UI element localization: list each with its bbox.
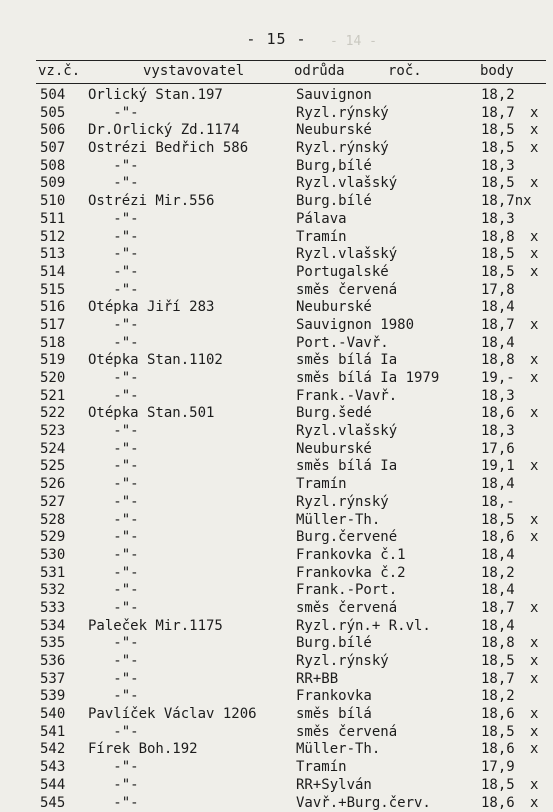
exhibitor-name: -"- bbox=[88, 529, 139, 547]
exhibitor-name: -"- bbox=[88, 512, 139, 530]
table-row bbox=[0, 299, 553, 317]
points-value: 19,1 bbox=[481, 458, 515, 476]
exhibitor-name: -"- bbox=[88, 317, 139, 335]
exhibitor-name: -"- bbox=[88, 600, 139, 618]
points-value: 18,7 bbox=[481, 317, 515, 335]
points-value: 17,9 bbox=[481, 759, 515, 777]
exhibitor-name: -"- bbox=[88, 158, 139, 176]
entry-number: 504 bbox=[40, 87, 65, 105]
wine-variety: RR+Sylván bbox=[296, 777, 372, 795]
entry-number: 505 bbox=[40, 105, 65, 123]
entry-number: 514 bbox=[40, 264, 65, 282]
entry-number: 530 bbox=[40, 547, 65, 565]
table-row bbox=[0, 122, 553, 140]
wine-variety: směs červená bbox=[296, 724, 397, 742]
wine-variety: Ryzl.rýnský bbox=[296, 105, 389, 123]
wine-variety: Ryzl.rýnský bbox=[296, 653, 389, 671]
award-mark: x bbox=[530, 512, 538, 530]
wine-variety: Tramín bbox=[296, 476, 347, 494]
entry-number: 531 bbox=[40, 565, 65, 583]
points-value: 18,4 bbox=[481, 335, 515, 353]
table-row bbox=[0, 388, 553, 406]
award-mark: x bbox=[530, 229, 538, 247]
exhibitor-name: -"- bbox=[88, 547, 139, 565]
wine-variety: Portugalské bbox=[296, 264, 389, 282]
points-value: 18,5 bbox=[481, 264, 515, 282]
wine-variety: směs červená bbox=[296, 282, 397, 300]
wine-variety: Neuburské bbox=[296, 299, 372, 317]
points-value: 18,5 bbox=[481, 724, 515, 742]
points-value: 18,2 bbox=[481, 87, 515, 105]
table-row bbox=[0, 264, 553, 282]
points-value: 17,6 bbox=[481, 441, 515, 459]
exhibitor-name: -"- bbox=[88, 229, 139, 247]
award-mark: x bbox=[530, 600, 538, 618]
points-value: 18,4 bbox=[481, 547, 515, 565]
entry-number: 517 bbox=[40, 317, 65, 335]
entry-number: 520 bbox=[40, 370, 65, 388]
entry-number: 512 bbox=[40, 229, 65, 247]
exhibitor-name: Otépka Stan.501 bbox=[88, 405, 214, 423]
table-header bbox=[36, 63, 546, 81]
award-mark: x bbox=[530, 140, 538, 158]
entry-number: 539 bbox=[40, 688, 65, 706]
table-row bbox=[0, 87, 553, 105]
entry-number: 532 bbox=[40, 582, 65, 600]
wine-variety: Tramín bbox=[296, 229, 347, 247]
wine-variety: Burg.šedé bbox=[296, 405, 372, 423]
table-row bbox=[0, 441, 553, 459]
entry-number: 518 bbox=[40, 335, 65, 353]
wine-variety: Burg,bílé bbox=[296, 158, 372, 176]
entry-number: 526 bbox=[40, 476, 65, 494]
points-value: 18,8 bbox=[481, 635, 515, 653]
award-mark: x bbox=[530, 653, 538, 671]
entry-number: 527 bbox=[40, 494, 65, 512]
points-value: 18,3 bbox=[481, 211, 515, 229]
wine-variety: Sauvignon 1980 bbox=[296, 317, 414, 335]
exhibitor-name: Pavlíček Václav 1206 bbox=[88, 706, 257, 724]
award-mark: x bbox=[530, 724, 538, 742]
exhibitor-name: -"- bbox=[88, 582, 139, 600]
points-value: 17,8 bbox=[481, 282, 515, 300]
points-value: 18,5 bbox=[481, 122, 515, 140]
entry-number: 533 bbox=[40, 600, 65, 618]
table-row bbox=[0, 352, 553, 370]
award-mark: x bbox=[530, 105, 538, 123]
points-value: 18,4 bbox=[481, 618, 515, 636]
entry-number: 507 bbox=[40, 140, 65, 158]
wine-variety: Frank.-Vavř. bbox=[296, 388, 397, 406]
exhibitor-name: Otépka Jiří 283 bbox=[88, 299, 214, 317]
points-value: 18,6 bbox=[481, 795, 515, 812]
table-row bbox=[0, 529, 553, 547]
exhibitor-name: -"- bbox=[88, 724, 139, 742]
entry-number: 515 bbox=[40, 282, 65, 300]
table-row bbox=[0, 547, 553, 565]
entry-number: 524 bbox=[40, 441, 65, 459]
entry-number: 510 bbox=[40, 193, 65, 211]
entry-list bbox=[0, 87, 553, 812]
header-bottom-rule bbox=[36, 83, 546, 84]
award-mark: x bbox=[530, 458, 538, 476]
entry-number: 534 bbox=[40, 618, 65, 636]
exhibitor-name: -"- bbox=[88, 175, 139, 193]
exhibitor-name: -"- bbox=[88, 777, 139, 795]
wine-variety: Sauvignon bbox=[296, 87, 372, 105]
header-col-exhibitor: vystavovatel bbox=[143, 63, 244, 79]
wine-variety: Frankovka bbox=[296, 688, 372, 706]
wine-variety: Ryzl.vlašský bbox=[296, 246, 397, 264]
table-row bbox=[0, 653, 553, 671]
table-row bbox=[0, 618, 553, 636]
award-mark: x bbox=[530, 529, 538, 547]
entry-number: 509 bbox=[40, 175, 65, 193]
exhibitor-name: Orlický Stan.197 bbox=[88, 87, 223, 105]
exhibitor-name: -"- bbox=[88, 246, 139, 264]
header-col-year: roč. bbox=[388, 63, 422, 79]
entry-number: 543 bbox=[40, 759, 65, 777]
points-value: 18,5 bbox=[481, 140, 515, 158]
points-value: 18,4 bbox=[481, 476, 515, 494]
table-row bbox=[0, 741, 553, 759]
wine-variety: Ryzl.vlašský bbox=[296, 423, 397, 441]
award-mark: x bbox=[530, 370, 538, 388]
table-row bbox=[0, 423, 553, 441]
entry-number: 522 bbox=[40, 405, 65, 423]
exhibitor-name: -"- bbox=[88, 688, 139, 706]
table-row bbox=[0, 175, 553, 193]
entry-number: 540 bbox=[40, 706, 65, 724]
page-number: - 15 - bbox=[0, 30, 553, 48]
entry-number: 513 bbox=[40, 246, 65, 264]
exhibitor-name: Fírek Boh.192 bbox=[88, 741, 198, 759]
entry-number: 511 bbox=[40, 211, 65, 229]
entry-number: 535 bbox=[40, 635, 65, 653]
table-row bbox=[0, 671, 553, 689]
award-mark: x bbox=[530, 671, 538, 689]
table-row bbox=[0, 635, 553, 653]
wine-variety: Ryzl.vlašský bbox=[296, 175, 397, 193]
points-value: 19,- bbox=[481, 370, 515, 388]
exhibitor-name: -"- bbox=[88, 370, 139, 388]
table-row bbox=[0, 777, 553, 795]
exhibitor-name: -"- bbox=[88, 211, 139, 229]
exhibitor-name: -"- bbox=[88, 671, 139, 689]
table-row bbox=[0, 211, 553, 229]
exhibitor-name: Ostrézi Mir.556 bbox=[88, 193, 214, 211]
points-value: 18,4 bbox=[481, 299, 515, 317]
table-row bbox=[0, 582, 553, 600]
entry-number: 519 bbox=[40, 352, 65, 370]
wine-variety: Vavř.+Burg.červ. bbox=[296, 795, 431, 812]
exhibitor-name: -"- bbox=[88, 335, 139, 353]
exhibitor-name: -"- bbox=[88, 653, 139, 671]
exhibitor-name: -"- bbox=[88, 388, 139, 406]
points-value: 18,3 bbox=[481, 158, 515, 176]
header-col-variety: odrůda bbox=[294, 63, 345, 79]
award-mark: x bbox=[530, 741, 538, 759]
entry-number: 521 bbox=[40, 388, 65, 406]
exhibitor-name: -"- bbox=[88, 282, 139, 300]
exhibitor-name: -"- bbox=[88, 476, 139, 494]
table-row bbox=[0, 158, 553, 176]
entry-number: 516 bbox=[40, 299, 65, 317]
wine-variety: Burg.červené bbox=[296, 529, 397, 547]
award-mark: x bbox=[530, 264, 538, 282]
entry-number: 545 bbox=[40, 795, 65, 812]
points-value: 18,- bbox=[481, 494, 515, 512]
points-value: 18,4 bbox=[481, 582, 515, 600]
award-mark: x bbox=[530, 635, 538, 653]
award-mark: x bbox=[530, 122, 538, 140]
wine-variety: Ryzl.rýnský bbox=[296, 140, 389, 158]
header-top-rule bbox=[36, 60, 546, 61]
wine-variety: Neuburské bbox=[296, 441, 372, 459]
table-row bbox=[0, 724, 553, 742]
table-row bbox=[0, 512, 553, 530]
points-value: 18,6 bbox=[481, 741, 515, 759]
wine-variety: směs bílá Ia bbox=[296, 458, 397, 476]
table-row bbox=[0, 140, 553, 158]
table-row bbox=[0, 335, 553, 353]
entry-number: 525 bbox=[40, 458, 65, 476]
wine-variety: RR+BB bbox=[296, 671, 338, 689]
points-value: 18,2 bbox=[481, 565, 515, 583]
entry-number: 508 bbox=[40, 158, 65, 176]
table-row bbox=[0, 458, 553, 476]
exhibitor-name: -"- bbox=[88, 441, 139, 459]
exhibitor-name: -"- bbox=[88, 423, 139, 441]
table-row bbox=[0, 759, 553, 777]
points-value: 18,5 bbox=[481, 777, 515, 795]
exhibitor-name: -"- bbox=[88, 494, 139, 512]
wine-variety: Frank.-Port. bbox=[296, 582, 397, 600]
wine-variety: Ryzl.rýn.+ R.vl. bbox=[296, 618, 431, 636]
wine-variety: Neuburské bbox=[296, 122, 372, 140]
exhibitor-name: -"- bbox=[88, 635, 139, 653]
award-mark: x bbox=[530, 706, 538, 724]
wine-variety: Burg.bílé bbox=[296, 635, 372, 653]
exhibitor-name: -"- bbox=[88, 795, 139, 812]
wine-variety: Pálava bbox=[296, 211, 347, 229]
exhibitor-name: Ostrézi Bedřich 586 bbox=[88, 140, 248, 158]
table-row bbox=[0, 105, 553, 123]
entry-number: 523 bbox=[40, 423, 65, 441]
exhibitor-name: Dr.Orlický Zd.1174 bbox=[88, 122, 240, 140]
points-value: 18,6 bbox=[481, 706, 515, 724]
wine-variety: Ryzl.rýnský bbox=[296, 494, 389, 512]
table-row bbox=[0, 317, 553, 335]
wine-variety: směs bílá Ia bbox=[296, 352, 397, 370]
exhibitor-name: -"- bbox=[88, 264, 139, 282]
exhibitor-name: -"- bbox=[88, 565, 139, 583]
award-mark: x bbox=[530, 317, 538, 335]
points-value: 18,5 bbox=[481, 246, 515, 264]
entry-number: 541 bbox=[40, 724, 65, 742]
table-row bbox=[0, 706, 553, 724]
table-row bbox=[0, 600, 553, 618]
award-mark: x bbox=[530, 246, 538, 264]
wine-variety: směs červená bbox=[296, 600, 397, 618]
points-value: 18,7 bbox=[481, 600, 515, 618]
wine-variety: Müller-Th. bbox=[296, 512, 380, 530]
entry-number: 537 bbox=[40, 671, 65, 689]
entry-number: 542 bbox=[40, 741, 65, 759]
points-value: 18,7 bbox=[481, 105, 515, 123]
points-value: 18,5 bbox=[481, 175, 515, 193]
table-row bbox=[0, 229, 553, 247]
entry-number: 528 bbox=[40, 512, 65, 530]
table-row bbox=[0, 405, 553, 423]
entry-number: 536 bbox=[40, 653, 65, 671]
table-row bbox=[0, 193, 553, 211]
award-mark: x bbox=[530, 795, 538, 812]
award-mark: x bbox=[530, 405, 538, 423]
wine-variety: směs bílá bbox=[296, 706, 372, 724]
table-row bbox=[0, 688, 553, 706]
show-through-page-number: - 14 - bbox=[330, 34, 377, 49]
wine-variety: Frankovka č.1 bbox=[296, 547, 406, 565]
award-mark: x bbox=[530, 175, 538, 193]
points-value: 18,7 bbox=[481, 671, 515, 689]
points-value: 18,8 bbox=[481, 352, 515, 370]
exhibitor-name: -"- bbox=[88, 105, 139, 123]
entry-number: 544 bbox=[40, 777, 65, 795]
table-row bbox=[0, 246, 553, 264]
exhibitor-name: -"- bbox=[88, 458, 139, 476]
wine-variety: Tramín bbox=[296, 759, 347, 777]
points-value: 18,7nx bbox=[481, 193, 532, 211]
wine-variety: Burg.bílé bbox=[296, 193, 372, 211]
wine-variety: Müller-Th. bbox=[296, 741, 380, 759]
header-col-no: vz.č. bbox=[38, 63, 80, 79]
points-value: 18,3 bbox=[481, 388, 515, 406]
exhibitor-name: Paleček Mir.1175 bbox=[88, 618, 223, 636]
points-value: 18,5 bbox=[481, 653, 515, 671]
wine-variety: směs bílá Ia 1979 bbox=[296, 370, 439, 388]
points-value: 18,5 bbox=[481, 512, 515, 530]
table-row bbox=[0, 494, 553, 512]
table-row bbox=[0, 282, 553, 300]
table-row bbox=[0, 476, 553, 494]
award-mark: x bbox=[530, 777, 538, 795]
wine-variety: Port.-Vavř. bbox=[296, 335, 389, 353]
points-value: 18,2 bbox=[481, 688, 515, 706]
entry-number: 506 bbox=[40, 122, 65, 140]
points-value: 18,6 bbox=[481, 405, 515, 423]
exhibitor-name: -"- bbox=[88, 759, 139, 777]
table-row bbox=[0, 795, 553, 812]
header-col-points: body bbox=[480, 63, 514, 79]
wine-variety: Frankovka č.2 bbox=[296, 565, 406, 583]
exhibitor-name: Otépka Stan.1102 bbox=[88, 352, 223, 370]
table-row bbox=[0, 565, 553, 583]
points-value: 18,8 bbox=[481, 229, 515, 247]
table-row bbox=[0, 370, 553, 388]
entry-number: 529 bbox=[40, 529, 65, 547]
points-value: 18,6 bbox=[481, 529, 515, 547]
award-mark: x bbox=[530, 352, 538, 370]
points-value: 18,3 bbox=[481, 423, 515, 441]
